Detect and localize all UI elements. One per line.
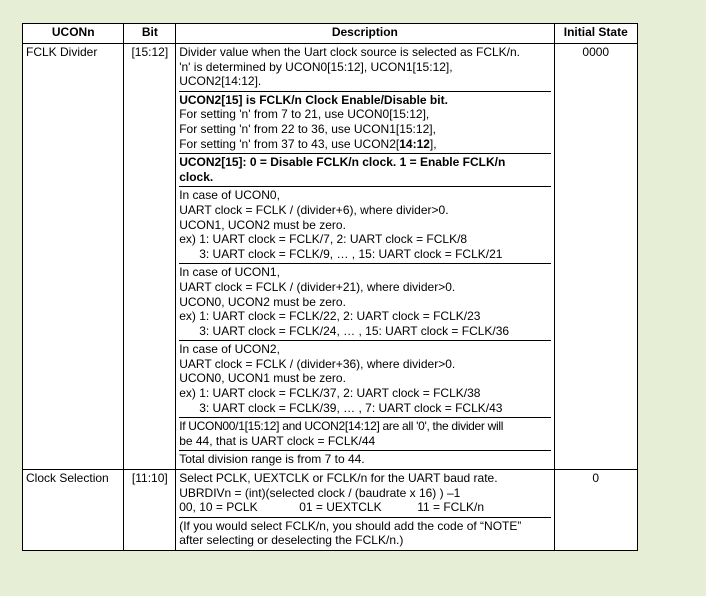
- desc-paragraph: [179, 470, 550, 518]
- text-line: UART clock = FCLK / (divider+21), where divider>0.: [179, 279, 456, 294]
- text-line: For setting 'n' from 22 to 36, use UCON1[15:12],: [179, 121, 436, 136]
- text-line: UCON1, UCON2 must be zero.: [179, 217, 346, 232]
- desc-paragraph: [179, 451, 550, 469]
- field-bit: [11:10]: [124, 470, 176, 551]
- text-line: after selecting or deselecting the FCLK/n.): [179, 533, 404, 548]
- text-line: Divider value when the Uart clock source is selected as FCLK/n.: [179, 45, 521, 59]
- text-line: UCON0, UCON2 must be zero.: [179, 294, 346, 309]
- text-line: UART clock = FCLK / (divider+36), where divider>0.: [179, 356, 456, 371]
- text-line: UBRDIVn = (int)(selected clock / (baudrate x 16) ) –1: [179, 485, 461, 500]
- field-name: FCLK Divider: [23, 44, 124, 470]
- text-line: UCON2[15] is FCLK/n Clock Enable/Disable bit.: [179, 92, 448, 107]
- option-fclkn: 11 = FCLK/n: [417, 500, 485, 515]
- text-line: UCON2[15]: 0 = Disable FCLK/n clock. 1 = Enable FCLK/n: [179, 155, 506, 170]
- text-line: In case of UCON0,: [179, 188, 280, 203]
- text-line: Total division range is from 7 to 44.: [179, 452, 365, 467]
- text-line: be 44, that is UART clock = FCLK/44: [179, 433, 376, 448]
- text-line: ex) 1: UART clock = FCLK/7, 2: UART clock = FCLK/8: [179, 232, 468, 247]
- text-line: In case of UCON1,: [179, 265, 280, 280]
- register-table: [22, 23, 638, 551]
- field-description: [176, 44, 554, 470]
- text-line: UART clock = FCLK / (divider+6), where divider>0.: [179, 202, 449, 217]
- field-bit: [15:12]: [124, 44, 176, 470]
- header-uconn: UCONn: [23, 24, 124, 44]
- header-description: Description: [176, 24, 554, 44]
- header-row: [23, 24, 638, 44]
- text-line: [179, 500, 550, 515]
- field-description: [176, 470, 554, 551]
- desc-paragraph: [179, 418, 550, 451]
- text-line: ex) 1: UART clock = FCLK/22, 2: UART clock = FCLK/23: [179, 309, 481, 324]
- text-line: 3: UART clock = FCLK/39, … , 7: UART clock = FCLK/43: [199, 400, 503, 415]
- header-bit: Bit: [124, 24, 176, 44]
- table-row: [23, 470, 638, 551]
- text-line: Select PCLK, UEXTCLK or FCLK/n for the UART baud rate.: [179, 471, 498, 486]
- desc-paragraph: [179, 187, 550, 264]
- text-line: 3: UART clock = FCLK/9, … , 15: UART clock = FCLK/21: [199, 246, 503, 261]
- desc-paragraph: [179, 264, 550, 341]
- option-pclk: 00, 10 = PCLK: [179, 500, 258, 515]
- field-initial-state: 0: [554, 470, 638, 551]
- table-row: [23, 44, 638, 470]
- text-line: (If you would select FCLK/n, you should add the code of “NOTE”: [179, 518, 522, 533]
- text-line: 3: UART clock = FCLK/24, … , 15: UART clock = FCLK/36: [199, 323, 510, 338]
- text-line: For setting 'n' from 37 to 43, use UCON2[14:12],: [179, 136, 437, 151]
- desc-paragraph: [179, 44, 550, 92]
- header-initial-state: Initial State: [554, 24, 638, 44]
- desc-paragraph: [179, 92, 550, 154]
- field-initial-state: 0000: [554, 44, 638, 470]
- desc-paragraph: [179, 518, 550, 550]
- desc-paragraph: [179, 154, 550, 187]
- option-uextclk: 01 = UEXTCLK: [299, 500, 382, 515]
- field-name: Clock Selection: [23, 470, 124, 551]
- text-line: If UCON00/1[15:12] and UCON2[14:12] are all '0', the divider will: [179, 419, 504, 434]
- text-line: 'n' is determined by UCON0[15:12], UCON1[15:12],: [179, 59, 453, 74]
- text-line: UCON0, UCON1 must be zero.: [179, 371, 346, 386]
- text-line: In case of UCON2,: [179, 342, 280, 357]
- text-line: UCON2[14:12].: [179, 74, 262, 89]
- text-line: ex) 1: UART clock = FCLK/37, 2: UART clock = FCLK/38: [179, 386, 481, 401]
- desc-paragraph: [179, 341, 550, 418]
- text-line: For setting 'n' from 7 to 21, use UCON0[15:12],: [179, 107, 430, 122]
- text-line: clock.: [179, 169, 214, 184]
